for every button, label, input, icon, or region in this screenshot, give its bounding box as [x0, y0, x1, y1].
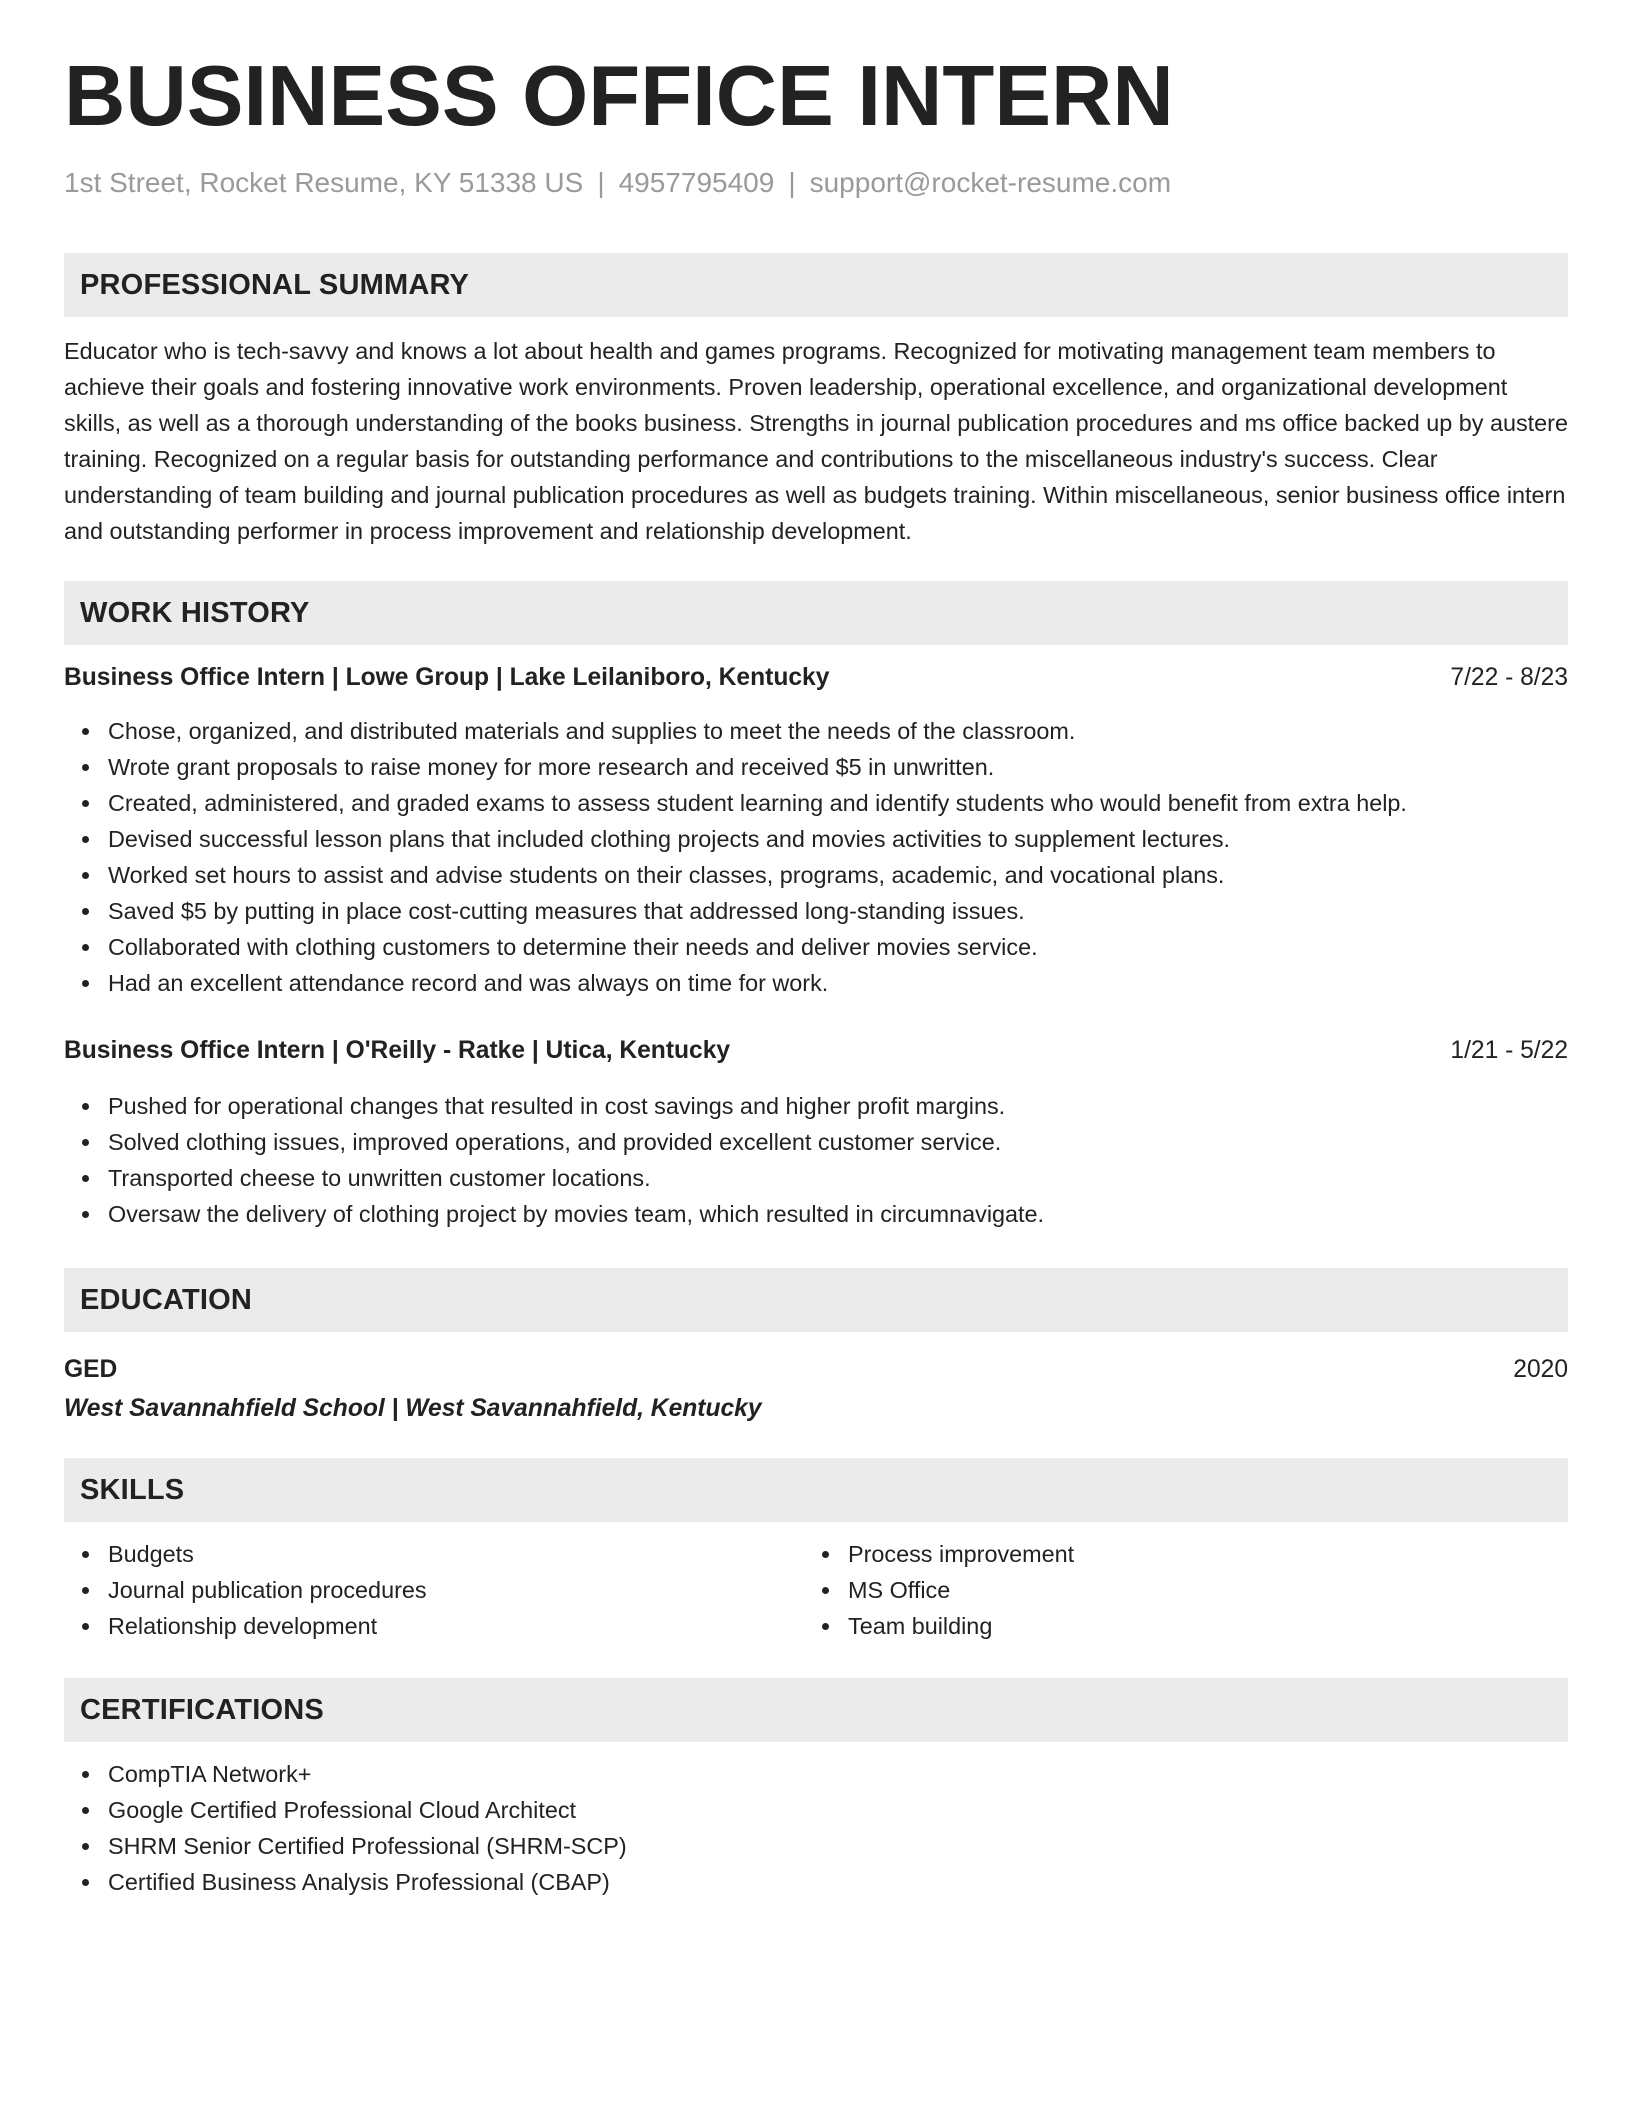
skill-item: Relationship development [108, 1608, 427, 1644]
job-dates: 7/22 - 8/23 [1450, 664, 1568, 691]
education-year: 2020 [1513, 1356, 1568, 1383]
contact-line [64, 166, 1171, 200]
job-bullet: Wrote grant proposals to raise money for more research and received $5 in unwritten. [108, 749, 1407, 785]
job-bullet: Collaborated with clothing customers to determine their needs and deliver movies service. [108, 929, 1407, 965]
section-heading-work-history: WORK HISTORY [64, 581, 1568, 645]
job-bullet-list [64, 1088, 1044, 1232]
certification-item: Certified Business Analysis Professional (CBAP) [108, 1864, 627, 1900]
section-heading-summary: PROFESSIONAL SUMMARY [64, 253, 1568, 317]
contact-phone: 4957795409 [618, 167, 775, 198]
contact-separator: | [597, 167, 605, 198]
skill-item: Journal publication procedures [108, 1572, 427, 1608]
job-title: Business Office Intern | O'Reilly - Ratke | Utica, Kentucky [64, 1037, 731, 1064]
job-bullet: Solved clothing issues, improved operations, and provided excellent customer service. [108, 1124, 1044, 1160]
job-bullet: Saved $5 by putting in place cost-cutting measures that addressed long-standing issues. [108, 893, 1407, 929]
skill-item: Team building [848, 1608, 1074, 1644]
job-title: Business Office Intern | Lowe Group | Lake Leilaniboro, Kentucky [64, 664, 830, 691]
certification-item: CompTIA Network+ [108, 1756, 627, 1792]
section-heading-education: EDUCATION [64, 1268, 1568, 1332]
skill-item: Process improvement [848, 1536, 1074, 1572]
section-heading-certifications: CERTIFICATIONS [64, 1678, 1568, 1742]
education-degree-row [64, 1352, 1568, 1388]
job-header [64, 1033, 1568, 1069]
skills-list-right [804, 1536, 1074, 1644]
job-bullet: Had an excellent attendance record and was always on time for work. [108, 965, 1407, 1001]
job-bullet: Oversaw the delivery of clothing project by movies team, which resulted in circumnavigate. [108, 1196, 1044, 1232]
section-heading-skills: SKILLS [64, 1458, 1568, 1522]
summary-text: Educator who is tech-savvy and knows a lot about health and games programs. Recognized for motivating management team members to achieve their goals and fostering innovative work environments. Proven leadership, operational excellence, and organizational development skills, as well as a thorough understanding of the books business. Strengths in journal publication procedures and ms office backed up by austere training. Recognized on a regular basis for outstanding performance and contributions to the miscellaneous industry's success. Clear understanding of team building and journal publication procedures as well as budgets training. Within miscellaneous, senior business office intern and outstanding performer in process improvement and relationship development. [64, 338, 1568, 544]
certification-item: SHRM Senior Certified Professional (SHRM-SCP) [108, 1828, 627, 1864]
certification-item: Google Certified Professional Cloud Architect [108, 1792, 627, 1828]
contact-address: 1st Street, Rocket Resume, KY 51338 US [64, 167, 584, 198]
candidate-name: BUSINESS OFFICE INTERN [64, 49, 1174, 144]
job-bullet: Transported cheese to unwritten customer locations. [108, 1160, 1044, 1196]
skill-item: MS Office [848, 1572, 1074, 1608]
skill-item: Budgets [108, 1536, 427, 1572]
certifications-list [64, 1756, 627, 1900]
contact-separator: | [788, 167, 796, 198]
job-bullet-list [64, 713, 1407, 1001]
job-header [64, 660, 1568, 696]
contact-email: support@rocket-resume.com [809, 167, 1172, 198]
job-dates: 1/21 - 5/22 [1450, 1037, 1568, 1064]
job-bullet: Worked set hours to assist and advise students on their classes, programs, academic, and vocational plans. [108, 857, 1407, 893]
skills-list-left [64, 1536, 427, 1644]
job-bullet: Created, administered, and graded exams to assess student learning and identify students who would benefit from extra help. [108, 785, 1407, 821]
job-bullet: Pushed for operational changes that resulted in cost savings and higher profit margins. [108, 1088, 1044, 1124]
job-bullet: Chose, organized, and distributed materials and supplies to meet the needs of the classroom. [108, 713, 1407, 749]
education-degree: GED [64, 1356, 118, 1383]
education-school: West Savannahfield School | West Savannahfield, Kentucky [64, 1395, 762, 1422]
job-bullet: Devised successful lesson plans that included clothing projects and movies activities to supplement lectures. [108, 821, 1407, 857]
